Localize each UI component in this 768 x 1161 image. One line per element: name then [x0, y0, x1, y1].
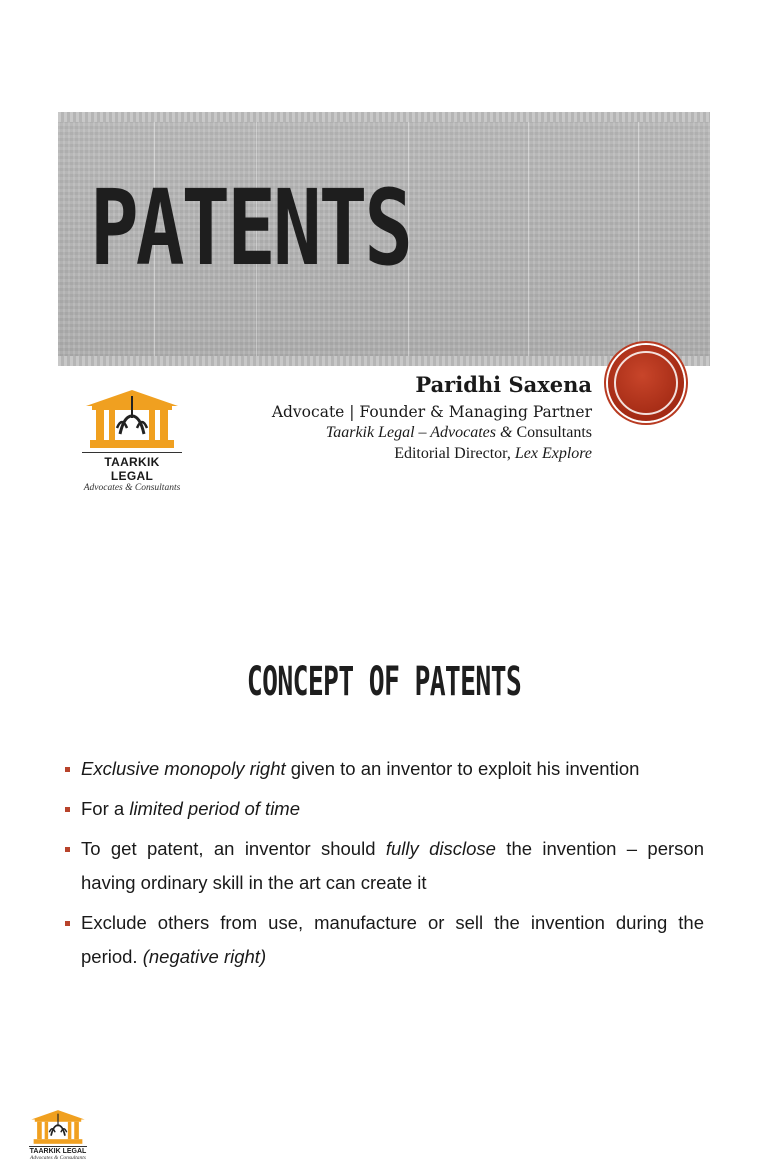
slide-title: PATENTS [90, 167, 411, 289]
author-publication: Lex Explore [514, 445, 592, 462]
bullet-italic: Exclusive monopoly right [81, 758, 286, 779]
author-firm [272, 424, 592, 442]
title-banner [58, 112, 710, 366]
bullet-item [64, 906, 704, 974]
firm-logo [82, 388, 182, 493]
bullet-item [64, 832, 704, 900]
author-firm-italic: Taarkik Legal – Advocates & [325, 424, 517, 441]
concept-slide [0, 512, 768, 1161]
author-editorial-role: Editorial Director, [394, 445, 515, 462]
author-editorial [272, 445, 592, 463]
courthouse-logo-icon [29, 1109, 87, 1145]
author-firm-suffix: Consultants [516, 424, 592, 441]
banner-top-stripe [58, 112, 710, 122]
firm-logo-small [29, 1109, 87, 1161]
author-block [272, 372, 592, 466]
decorative-circle-icon [608, 345, 684, 421]
bullet-italic: limited period of time [129, 798, 301, 819]
bullet-text: the invention – person having ordinary skill in the art can create it [81, 838, 704, 893]
courthouse-logo-icon [82, 388, 182, 450]
bullet-list [64, 752, 704, 980]
slide-title: CONCEPT OF PATENTS [246, 659, 522, 705]
logo-tagline: Advocates & Consultants [83, 483, 181, 493]
title-slide [0, 0, 768, 512]
bullet-text: given to an inventor to exploit his invention [285, 758, 640, 779]
bullet-text: For a [81, 798, 130, 819]
bullet-italic: (negative right) [142, 946, 267, 967]
author-role: Advocate | Founder & Managing Partner [271, 403, 592, 421]
banner-texture-line [528, 122, 529, 356]
logo-firm-name: TAARKIK LEGAL [82, 452, 182, 483]
bullet-text: Exclude others from use, manufacture or sell the invention during the period. [81, 912, 704, 967]
bullet-item [64, 792, 704, 826]
bullet-text: To get patent, an inventor should [81, 838, 386, 859]
logo-firm-name: TAARKIK LEGAL [29, 1148, 87, 1155]
author-name: Paridhi Saxena [415, 372, 592, 397]
logo-tagline: Advocates & Consultants [30, 1155, 86, 1161]
banner-texture-line [638, 122, 639, 356]
bullet-italic: fully disclose [385, 838, 496, 859]
bullet-item [64, 752, 704, 786]
